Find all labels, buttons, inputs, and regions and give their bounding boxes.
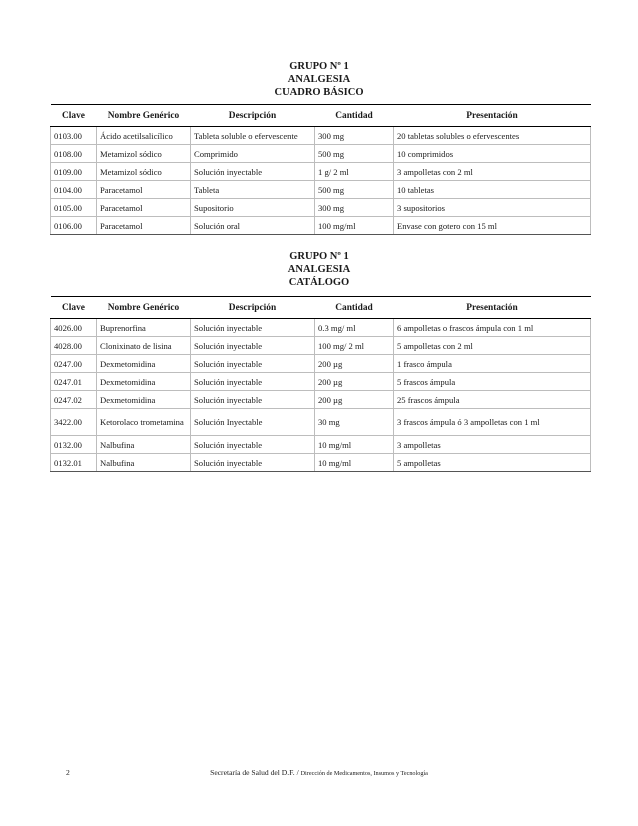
cell-clave: 0105.00	[51, 199, 97, 217]
cell-nombre: Ácido acetilsalicílico	[97, 127, 191, 145]
catalogo-table	[50, 296, 591, 472]
cell-presentacion: 10 comprimidos	[394, 145, 591, 163]
cell-presentacion: 20 tabletas solubles o efervescentes	[394, 127, 591, 145]
cell-clave: 0132.01	[51, 454, 97, 472]
cell-clave: 0109.00	[51, 163, 97, 181]
cell-descripcion: Solución inyectable	[191, 163, 315, 181]
cell-presentacion: Envase con gotero con 15 ml	[394, 217, 591, 235]
cell-descripcion: Solución Inyectable	[191, 409, 315, 436]
page-number: 2	[66, 768, 70, 777]
table-row	[51, 355, 591, 373]
cell-descripcion: Solución inyectable	[191, 319, 315, 337]
col-header-nombre: Nombre Genérico	[97, 105, 191, 127]
col-header-presentacion: Presentación	[394, 105, 591, 127]
cell-nombre: Paracetamol	[97, 217, 191, 235]
cell-descripcion: Solución inyectable	[191, 337, 315, 355]
cell-presentacion: 6 ampolletas o frascos ámpula con 1 ml	[394, 319, 591, 337]
table-header-row	[51, 105, 591, 127]
table-row	[51, 373, 591, 391]
cuadro-basico-table	[50, 104, 591, 235]
col-header-descripcion: Descripción	[191, 105, 315, 127]
table-row	[51, 199, 591, 217]
cell-cantidad: 10 mg/ml	[315, 454, 394, 472]
group-title: GRUPO Nº 1	[289, 251, 349, 262]
cell-descripcion: Comprimido	[191, 145, 315, 163]
cell-descripcion: Tableta	[191, 181, 315, 199]
table-row	[51, 127, 591, 145]
list-title: CATÁLOGO	[288, 277, 350, 288]
cell-cantidad: 300 mg	[315, 199, 394, 217]
cell-clave: 0247.01	[51, 373, 97, 391]
cell-clave: 4028.00	[51, 337, 97, 355]
cell-cantidad: 500 mg	[315, 145, 394, 163]
cell-descripcion: Solución inyectable	[191, 355, 315, 373]
cell-clave: 0104.00	[51, 181, 97, 199]
cell-nombre: Clonixinato de lisina	[97, 337, 191, 355]
list-title: CUADRO BÁSICO	[274, 87, 364, 98]
table-row	[51, 436, 591, 454]
cell-clave: 3422.00	[51, 409, 97, 436]
cell-cantidad: 300 mg	[315, 127, 394, 145]
cell-presentacion: 5 frascos ámpula	[394, 373, 591, 391]
cell-presentacion: 5 ampolletas	[394, 454, 591, 472]
cell-clave: 0132.00	[51, 436, 97, 454]
section-heading-cuadro-basico	[0, 60, 638, 99]
cell-presentacion: 10 tabletas	[394, 181, 591, 199]
cell-descripcion: Supositorio	[191, 199, 315, 217]
table-row	[51, 217, 591, 235]
cell-cantidad: 30 mg	[315, 409, 394, 436]
cell-clave: 0108.00	[51, 145, 97, 163]
cell-clave: 0106.00	[51, 217, 97, 235]
cell-descripcion: Solución oral	[191, 217, 315, 235]
cell-descripcion: Solución inyectable	[191, 373, 315, 391]
cell-nombre: Dexmetomidina	[97, 355, 191, 373]
cell-descripcion: Solución inyectable	[191, 436, 315, 454]
table-row	[51, 391, 591, 409]
table-row	[51, 163, 591, 181]
cell-descripcion: Solución inyectable	[191, 391, 315, 409]
cell-presentacion: 5 ampolletas con 2 ml	[394, 337, 591, 355]
cell-nombre: Paracetamol	[97, 199, 191, 217]
cell-presentacion: 3 ampolletas con 2 ml	[394, 163, 591, 181]
page-footer	[0, 768, 638, 780]
cell-nombre: Dexmetomidina	[97, 373, 191, 391]
cell-cantidad: 100 mg/ml	[315, 217, 394, 235]
cell-presentacion: 3 supositorios	[394, 199, 591, 217]
cell-nombre: Nalbufina	[97, 436, 191, 454]
cell-presentacion: 3 frascos ámpula ó 3 ampolletas con 1 ml	[394, 409, 591, 436]
cell-descripcion: Solución inyectable	[191, 454, 315, 472]
cell-presentacion: 3 ampolletas	[394, 436, 591, 454]
col-header-nombre: Nombre Genérico	[97, 297, 191, 319]
table-header-row	[51, 297, 591, 319]
col-header-presentacion: Presentación	[394, 297, 591, 319]
table-row	[51, 409, 591, 436]
col-header-clave: Clave	[51, 105, 97, 127]
footer-dept: Dirección de Medicamentos, Insumos y Tecnología	[300, 770, 428, 777]
cell-presentacion: 25 frascos ámpula	[394, 391, 591, 409]
col-header-cantidad: Cantidad	[315, 105, 394, 127]
cell-clave: 4026.00	[51, 319, 97, 337]
section-heading-catalogo	[0, 250, 638, 289]
cell-clave: 0103.00	[51, 127, 97, 145]
group-name: ANALGESIA	[287, 264, 351, 275]
footer-text	[0, 768, 638, 777]
cell-nombre: Buprenorfina	[97, 319, 191, 337]
cell-clave: 0247.02	[51, 391, 97, 409]
table-row	[51, 454, 591, 472]
group-name: ANALGESIA	[287, 74, 351, 85]
cell-nombre: Metamizol sódico	[97, 163, 191, 181]
cell-nombre: Ketorolaco trometamina	[97, 409, 191, 436]
cell-nombre: Metamizol sódico	[97, 145, 191, 163]
col-header-descripcion: Descripción	[191, 297, 315, 319]
table-row	[51, 319, 591, 337]
cell-nombre: Dexmetomidina	[97, 391, 191, 409]
group-title: GRUPO Nº 1	[289, 61, 349, 72]
cell-cantidad: 500 mg	[315, 181, 394, 199]
footer-org: Secretaría de Salud del D.F. /	[210, 768, 299, 777]
cell-clave: 0247.00	[51, 355, 97, 373]
cell-cantidad: 200 µg	[315, 391, 394, 409]
cell-cantidad: 0.3 mg/ ml	[315, 319, 394, 337]
cell-presentacion: 1 frasco ámpula	[394, 355, 591, 373]
cell-cantidad: 1 g/ 2 ml	[315, 163, 394, 181]
cell-descripcion: Tableta soluble o efervescente	[191, 127, 315, 145]
col-header-cantidad: Cantidad	[315, 297, 394, 319]
cell-cantidad: 10 mg/ml	[315, 436, 394, 454]
cell-cantidad: 200 µg	[315, 355, 394, 373]
cell-cantidad: 200 µg	[315, 373, 394, 391]
table-row	[51, 181, 591, 199]
col-header-clave: Clave	[51, 297, 97, 319]
cell-nombre: Nalbufina	[97, 454, 191, 472]
table-row	[51, 145, 591, 163]
cell-nombre: Paracetamol	[97, 181, 191, 199]
cell-cantidad: 100 mg/ 2 ml	[315, 337, 394, 355]
table-row	[51, 337, 591, 355]
